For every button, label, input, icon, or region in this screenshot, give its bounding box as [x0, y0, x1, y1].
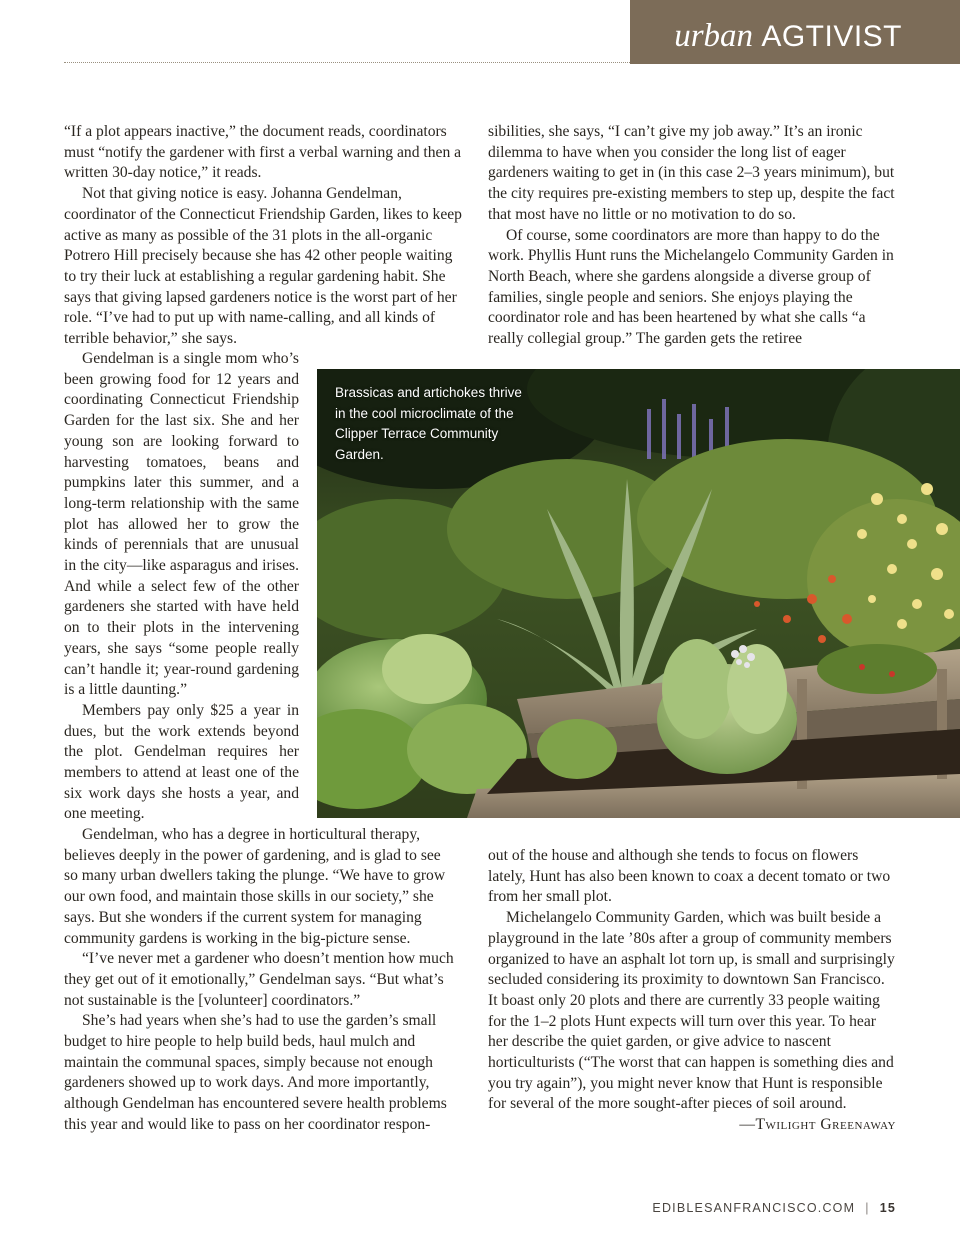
paragraph: “I’ve never met a gardener who doesn’t mention how much they get out of it emotionally,” Gendelman says. “But what’s not sustainable is the [volunteer] coordinators.” [64, 950, 454, 1009]
section-title-caps: AGTIVIST [761, 20, 902, 53]
page-number: 15 [879, 1201, 896, 1215]
article-column-left-bottom [64, 825, 458, 1136]
paragraph: Michelangelo Community Garden, which was built beside a playground in the late ’80s after a group of community members organized to have an asphalt lot torn up, is small and surprisingly secluded considering its proximity to downtown San Francisco. It boast only 20 plots and there are currently 33 people waiting for the 1–2 plots Hunt expects will turn over this year. To hear her describe the quiet garden, or give advice to nascent horticulturists (“The worst that can happen is something dies and you try again”), you might never know that Hunt is responsible for several of the more sought-after pieces of soil around. [488, 909, 895, 1113]
section-title [674, 18, 902, 55]
paragraph: Not that giving notice is easy. Johanna Gendelman, coordinator of the Connecticut Friendship Garden, likes to keep active as many as possible of the 31 plots in the all-organic Potrero Hill precisely because she has 42 other people waiting to try their luck at establishing a regular gardening habit. She says that giving lapsed gardeners notice is the worst part of her role. “I’ve had to put up with name-calling, and all kinds of terrible behavior,” she says. [64, 185, 462, 348]
photo-caption: Brassicas and artichokes thrive in the cool microclimate of the Clipper Terrace Community Garden. [335, 385, 522, 462]
paragraph: Of course, some coordinators are more than happy to do the work. Phyllis Hunt runs the Michelangelo Community Garden in North Beach, where she gardens alongside a diverse group of families, single people and seniors. She enjoys playing the coordinator role and has been heartened by what she calls “a really collegial group.” The garden gets the retiree [488, 226, 894, 348]
article-column-right-bottom [488, 846, 896, 1136]
author-signature: —Twilight Greenaway [739, 1116, 896, 1134]
paragraph: Members pay only $25 a year in dues, but the work extends beyond the plot. Gendelman requires her members to attend at least one of the six work days she hosts a year, and one meeting. [64, 701, 299, 823]
section-title-italic: urban [674, 18, 754, 54]
header-dotted-rule [64, 62, 630, 63]
footer-website: EDIBLESANFRANCISCO.COM [652, 1201, 856, 1215]
article-column-left-top [64, 122, 466, 350]
paragraph: sibilities, she says, “I can’t give my job away.” It’s an ironic dilemma to have when you consider the long list of eager gardeners waiting to get in (in this case 2–3 years minimum), but the city requires pre-existing members to step up, despite the fact that most have no little or no motivation to do so. [488, 123, 895, 223]
paragraph: She’s had years when she’s had to use the garden’s small budget to hire people to help build beds, haul mulch and maintain the communal spaces, simply because not enough gardeners showed up to work days. And more importantly, although Gendelman has encountered severe health problems this year and would like to pass on her coordinator respon- [64, 1012, 447, 1133]
footer-separator: | [865, 1201, 870, 1215]
page-footer [652, 1201, 896, 1215]
paragraph: Gendelman, who has a degree in horticultural therapy, believes deeply in the power of gardening, and is glad to see so many urban dwellers taking the plunge. “We have to grow our own food, and maintain those skills in our society,” she says. But she wonders if the current system for managing community gardens is working in the big-picture sense. [64, 826, 446, 947]
article-column-left-wrap [64, 349, 299, 825]
section-header-tab [630, 0, 960, 64]
paragraph: Gendelman is a single mom who’s been growing food for 12 years and coordinating Connecticut Friendship Garden for the last six. She and her young son are looking forward to harvesting tomatoes, beans and pumpkins later this summer, and a long-term relationship with the same plot has allowed her to grow the kinds of perennials that are unusual in the city—like asparagus and irises. And while a select few of the other gardeners she started with have held on to their plots in the intervening years, she says “some people really can’t handle it; year-round gardening is a little daunting.” [64, 350, 299, 699]
paragraph: “If a plot appears inactive,” the document reads, coordinators must “notify the gardener with first a verbal warning and then a written 30-day notice,” it reads. [64, 123, 462, 182]
article-column-right-top [488, 122, 896, 350]
paragraph: out of the house and although she tends to focus on flowers lately, Hunt has also been known to coax a decent tomato or two from her small plot. [488, 847, 891, 906]
